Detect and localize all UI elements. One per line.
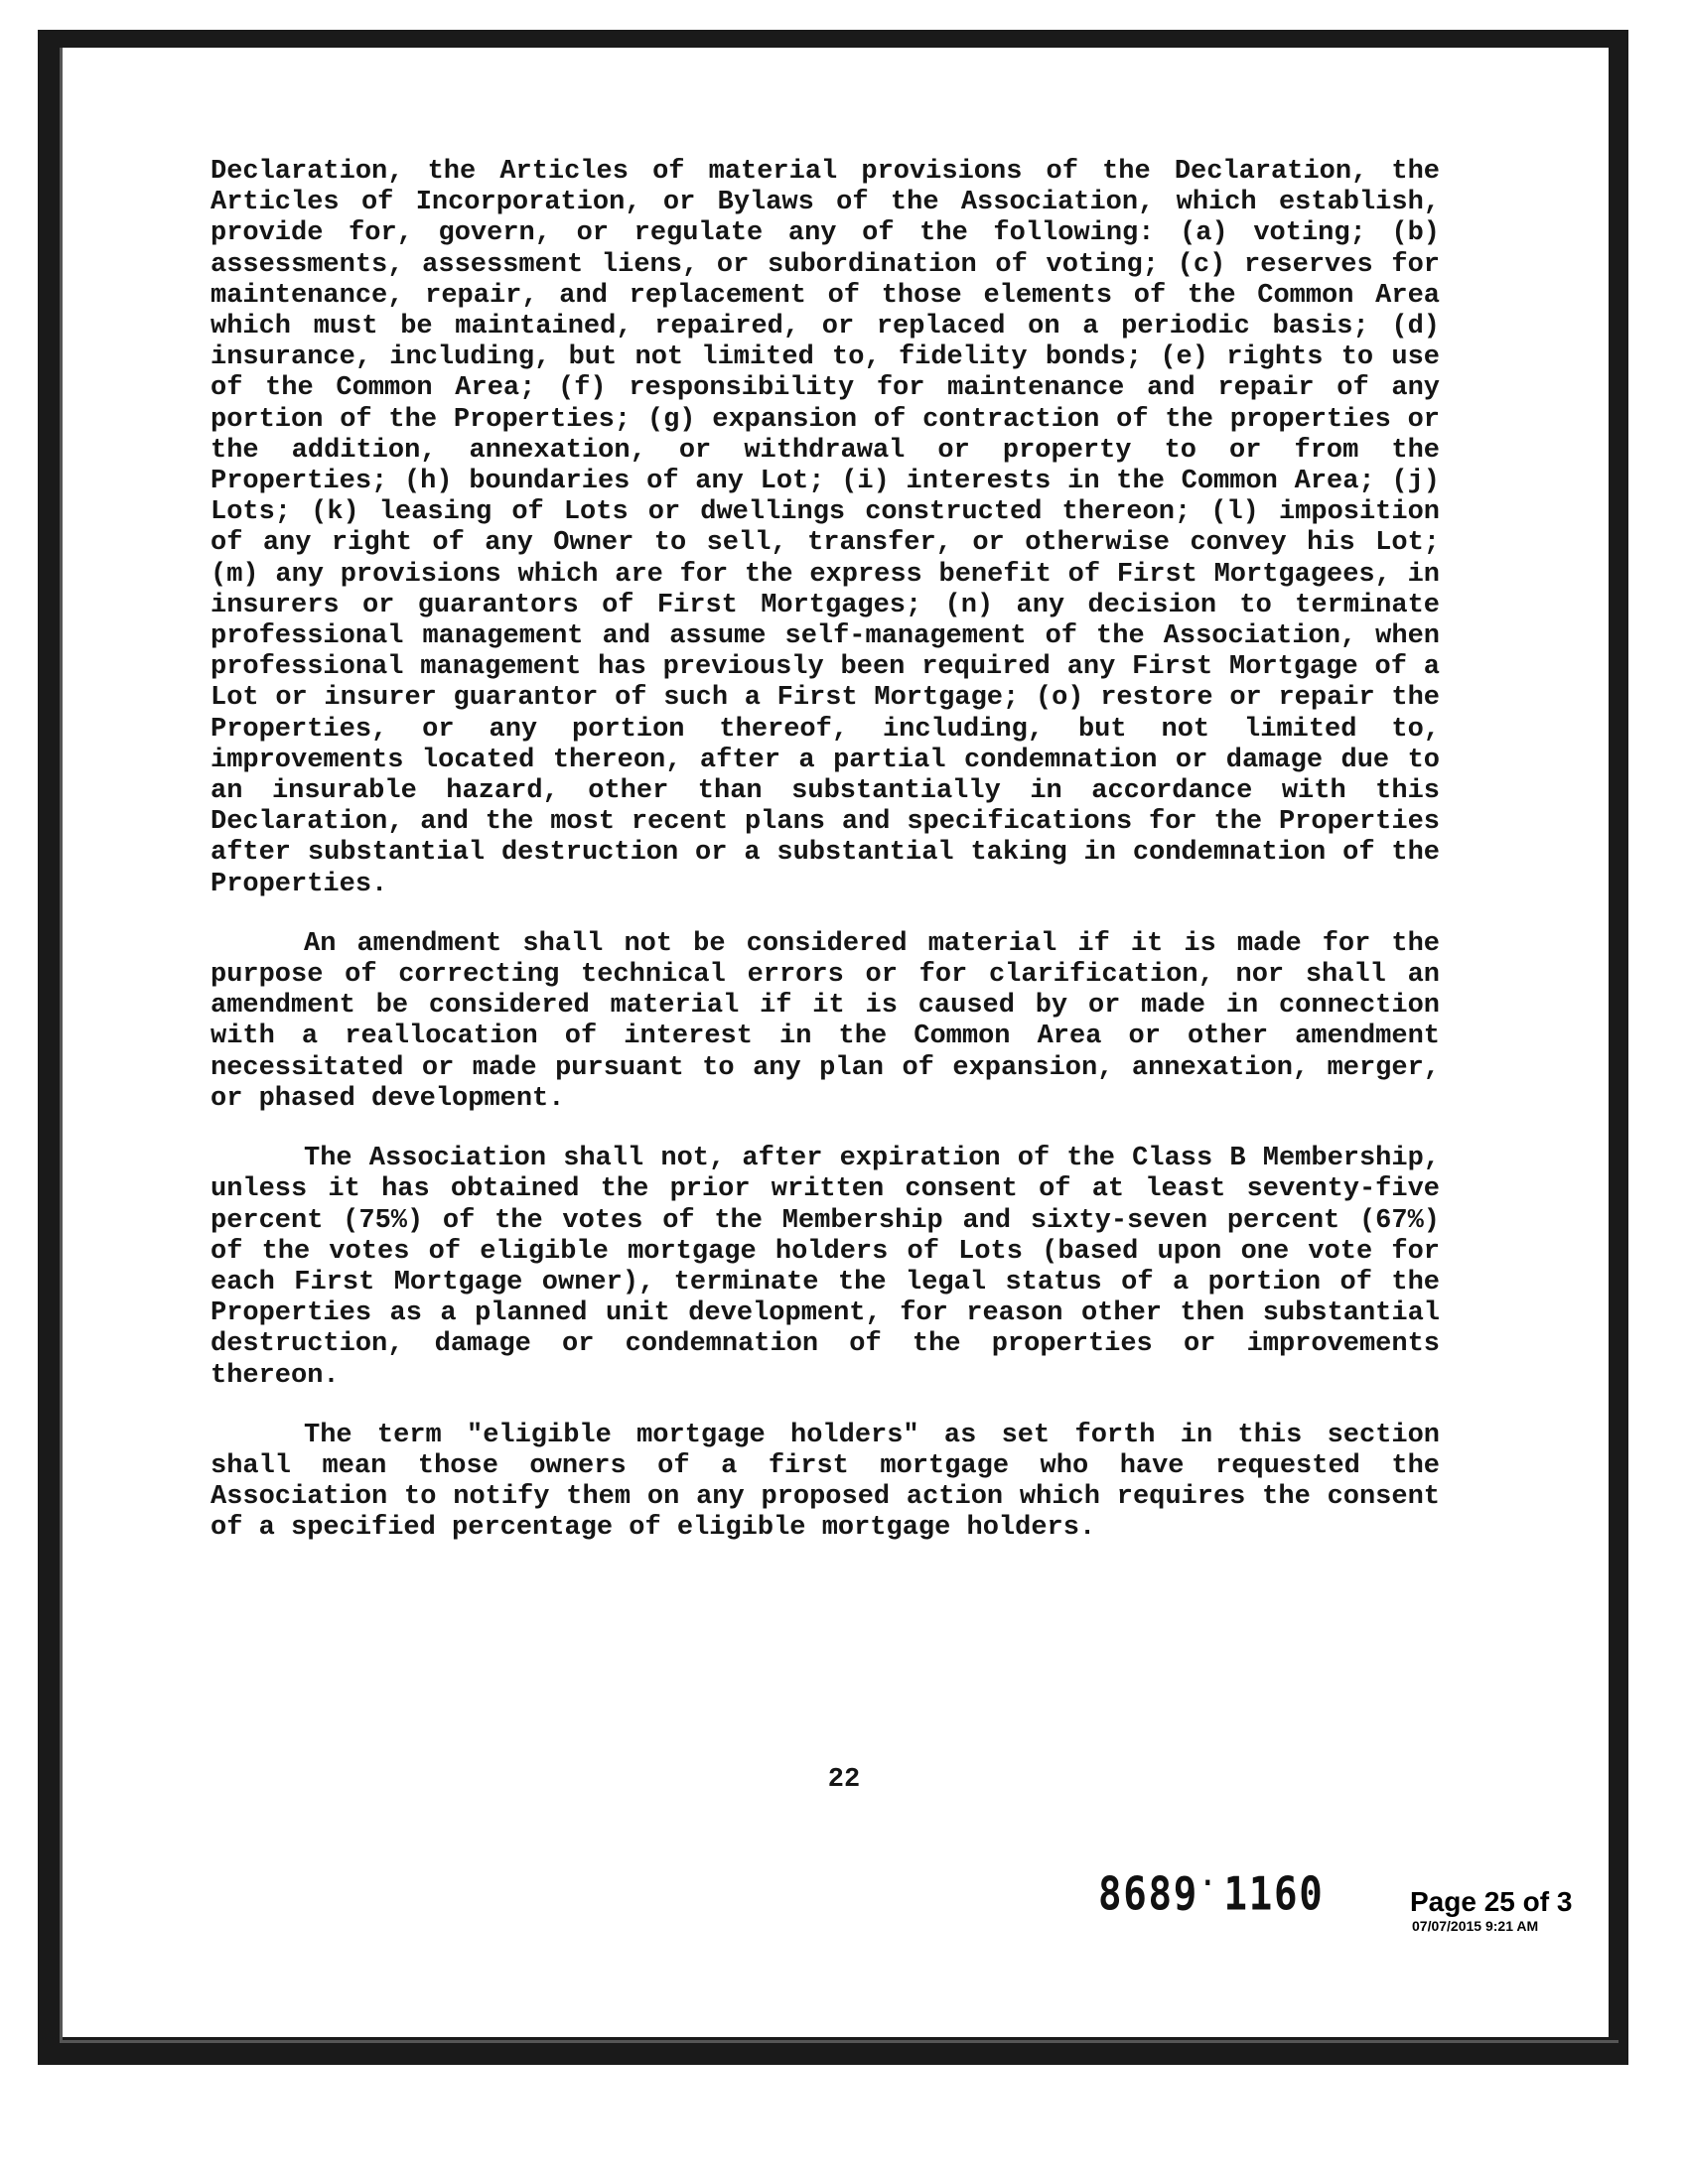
paragraph-class-b-membership: The Association shall not, after expiration of the Class B Membership, unless it has obtained the prior written consent of at least seventy-five percent (75%) of the votes of the Membership and sixty-seven percent (67%) of the votes of eligible mortgage holders of Lots (based upon one vote for each First Mortgage owner), terminate the legal status of a portion of the Properties as a planned unit development, for reason other then substantial destruction, damage or condemnation of the properties or improvements thereon. (211, 1144, 1440, 1391)
recording-book-page: 8689· 1160 (1098, 1866, 1325, 1921)
paragraph-eligible-mortgage-holders: The term "eligible mortgage holders" as set forth in this section shall mean those owners of a first mortgage who have requested the Association to notify them on any proposed action which requires the consent of a specified percentage of eligible mortgage holders. (211, 1420, 1440, 1544)
recorder-stamp (1410, 1886, 1618, 1934)
stamp-page-label: Page 25 of 3 (1410, 1886, 1573, 1917)
recording-book: 8689 (1098, 1866, 1198, 1921)
stamp-timestamp: 07/07/2015 9:21 AM (1412, 1918, 1539, 1934)
paragraph-material-provisions: Declaration, the Articles of material provisions of the Declaration, the Articles of Incorporation, or Bylaws of the Association, which establish, provide for, govern, or regulate any of the following: (a) voting; (b) assessments, assessment liens, or subordination of voting; (c) reserves for maintenance, repair, and replacement of those elements of the Common Area which must be maintained, repaired, or replaced on a periodic basis; (d) insurance, including, but not limited to, fidelity bonds; (e) rights to use of the Common Area; (f) responsibility for maintenance and repair of any portion of the Properties; (g) expansion of contraction of the properties or the addition, annexation, or withdrawal or property to or from the Properties; (h) boundaries of any Lot; (i) interests in the Common Area; (j) Lots; (k) leasing of Lots or dwellings constructed thereon; (l) imposition of any right of any Owner to sell, transfer, or otherwise convey his Lot; (m) any provisions which are for the express benefit of First Mortgagees, in insurers or guarantors of First Mortgages; (n) any decision to terminate professional management and assume self-management of the Association, when professional management has previously been required any First Mortgage of a Lot or insurer guarantor of such a First Mortgage; (o) restore or repair the Properties, or any portion thereof, including, but not limited to, improvements located thereon, after a partial condemnation or damage due to an insurable hazard, other than substantially in accordance with this Declaration, and the most recent plans and specifications for the Properties after substantial destruction or a substantial taking in condemnation of the Properties. (211, 157, 1440, 899)
recording-page: 1160 (1223, 1866, 1325, 1921)
paragraph-amendment-not-material: An amendment shall not be considered material if it is made for the purpose of correcting technical errors or for clarification, nor shall an amendment be considered material if it is caused by or made in connection with a reallocation of interest in the Common Area or other amendment necessitated or made pursuant to any plan of expansion, annexation, merger, or phased development. (211, 928, 1440, 1114)
page-number: 22 (827, 1765, 861, 1795)
document-body (211, 157, 1440, 1573)
